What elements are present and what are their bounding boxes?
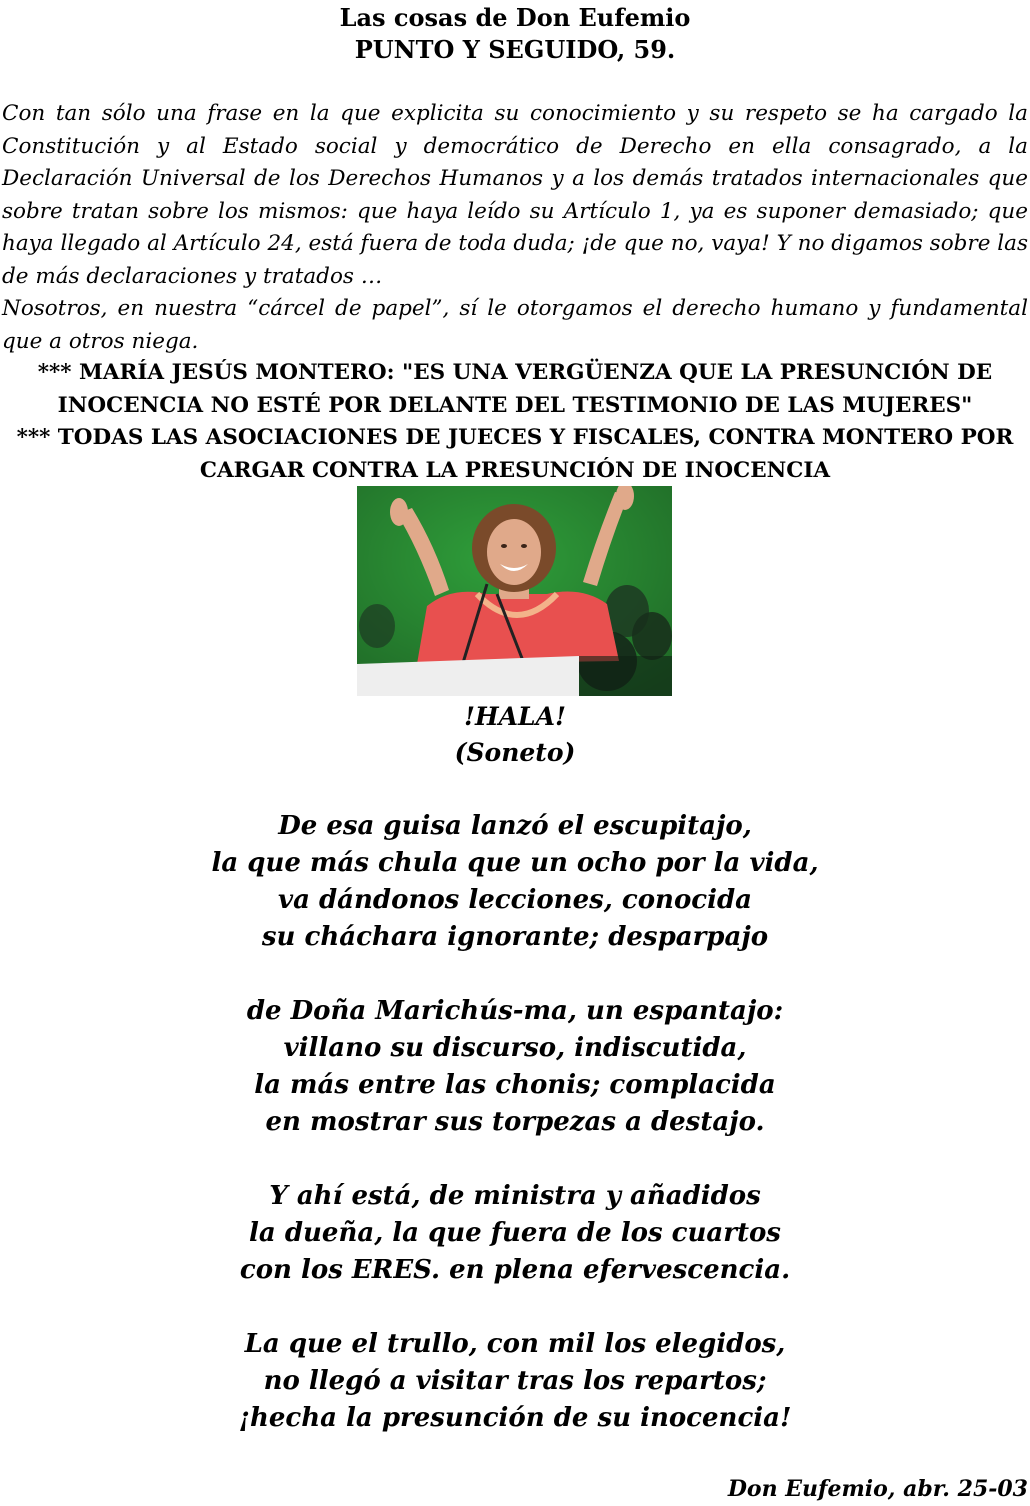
poem-subtitle: (Soneto) [454, 738, 576, 767]
issue-title: PUNTO Y SEGUIDO, 59. [354, 35, 676, 64]
poem-line: La que el trullo, con mil los elegidos, [244, 1329, 786, 1359]
intro-text [2, 98, 1028, 358]
poem-line: la más entre las chonis; complacida [254, 1070, 776, 1100]
headline-1-line-2: INOCENCIA NO ESTÉ POR DELANTE DEL TESTIMONIO DE LAS MUJERES" [57, 393, 973, 418]
poem-line: la dueña, la que fuera de los cuartos [249, 1218, 781, 1248]
poem-line: no llegó a visitar tras los repartos; [263, 1366, 767, 1396]
headline-1-line-1: *** MARÍA JESÚS MONTERO: "ES UNA VERGÜENZA QUE LA PRESUNCIÓN DE [37, 360, 993, 385]
poem-stanza-3 [0, 1178, 1030, 1289]
poem-line: la que más chula que un ocho por la vida, [211, 848, 819, 878]
poem-line: en mostrar sus torpezas a destajo. [265, 1107, 765, 1137]
poem-line: De esa guisa lanzó el escupitajo, [278, 811, 752, 841]
poem-stanza-2 [0, 993, 1030, 1141]
poem-line: con los ERES. en plena efervescencia. [239, 1255, 791, 1285]
speaker-photo [357, 486, 672, 696]
headline-2-line-2: CARGAR CONTRA LA PRESUNCIÓN DE INOCENCIA [199, 458, 831, 483]
poem-line: su cháchara ignorante; desparpajo [261, 922, 769, 952]
poem-line: va dándonos lecciones, conocida [277, 885, 753, 915]
intro-paragraph-1: Con tan sólo una frase en la que explicita su conocimiento y su respeto se ha cargado la Constitución y al Estado social y democrático de Derecho en ella consagrado, a la Declaración Universal de los Derechos Humanos y a los demás tratados internacionales que sobre tratan sobre los mismos: que haya leído su Artículo 1, ya es suponer demasiado; que haya llegado al Artículo 24, está fuera de toda duda; ¡de que no, vaya! Y no digamos sobre las de más declaraciones y tratados … [2, 101, 1028, 289]
poem-line: ¡hecha la presunción de su inocencia! [238, 1403, 792, 1433]
poem-line: Y ahí está, de ministra y añadidos [269, 1181, 761, 1211]
intro-paragraph-2: Nosotros, en nuestra “cárcel de papel”, sí le otorgamos el derecho humano y fundamental que a otros niega. [2, 296, 1028, 354]
speaker-photo-illustration [357, 486, 672, 696]
poem-line: de Doña Marichús-ma, un espantajo: [246, 996, 784, 1026]
poem-title: !HALA! [464, 702, 566, 731]
headline-2-line-1: *** TODAS LAS ASOCIACIONES DE JUECES Y FISCALES, CONTRA MONTERO POR [16, 425, 1014, 450]
series-title: Las cosas de Don Eufemio [339, 3, 691, 32]
poem-stanza-1 [0, 808, 1030, 956]
author-signature: Don Eufemio, abr. 25-03 [727, 1476, 1028, 1502]
poem-stanza-4 [0, 1326, 1030, 1437]
poem-line: villano su discurso, indiscutida, [283, 1033, 747, 1063]
